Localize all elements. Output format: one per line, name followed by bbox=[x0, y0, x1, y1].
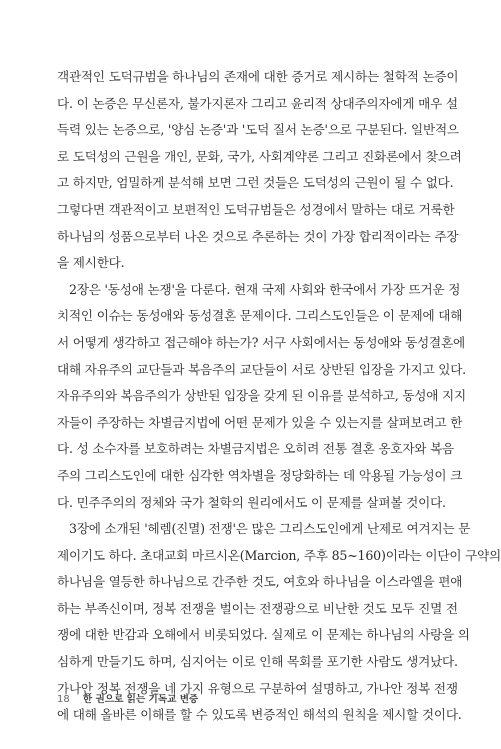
paragraph-2 bbox=[57, 277, 466, 516]
text-line: 그렇다면 객관적이고 보편적인 도덕규범들은 성경에서 말하는 대로 거룩한 bbox=[57, 201, 455, 217]
text-line: 고 하지만, 엄밀하게 분석해 보면 그런 것들은 도덕성의 근원이 될 수 없다. bbox=[57, 175, 454, 191]
page-footer bbox=[57, 691, 198, 705]
page-number: 18 bbox=[57, 694, 70, 705]
text-line: 쟁에 대한 반감과 오해에서 비롯되었다. 실제로 이 문제는 하나님의 사랑을 의 bbox=[57, 627, 470, 643]
text-line: 자들이 주장하는 차별금지법에 어떤 문제가 있을 수 있는지를 살펴보려고 한 bbox=[57, 414, 463, 430]
text-line: 다. 민주주의의 정체와 국가 철학의 원리에서도 이 문제를 살펴볼 것이다. bbox=[57, 494, 446, 510]
text-line: 가나안 정복 전쟁을 네 가지 유형으로 구분하여 설명하고, 가나안 정복 전쟁 bbox=[57, 680, 458, 696]
text-line: 자유주의와 복음주의가 상반된 입장을 갖게 된 이유를 분석하고, 동성애 지지 bbox=[57, 388, 466, 404]
paragraph-1 bbox=[57, 64, 462, 277]
text-line: 다. 성 소수자를 보호하려는 차별금지법은 오히려 전통 결혼 옹호자와 복음 bbox=[57, 441, 454, 457]
text-line: 대해 자유주의 교단들과 복음주의 교단들이 서로 상반된 입장을 가지고 있다. bbox=[57, 361, 466, 377]
text-line: 득력 있는 논증으로, '양심 논증'과 '도덕 질서 논증'으로 구분된다. 일반적으 bbox=[57, 122, 459, 138]
text-line: 2장은 '동성애 논쟁'을 다룬다. 현재 국제 사회와 한국에서 가장 뜨거운 정 bbox=[69, 281, 461, 297]
text-line: 서 어떻게 생각하고 접근해야 하는가? 서구 사회에서는 동성애와 동성결혼에 bbox=[57, 334, 465, 350]
text-line: 객관적인 도덕규범을 하나님의 존재에 대한 증거로 제시하는 철학적 논증이 bbox=[57, 69, 459, 84]
text-line: 주의 그리스도인에 대한 심각한 역차별을 정당화하는 데 악용될 가능성이 크 bbox=[57, 467, 463, 483]
text-line: 심하게 만들기도 하며, 심지어는 이로 인해 목회를 포기한 사람도 생겨났다. bbox=[57, 654, 458, 670]
text-line: 하는 부족신이며, 정복 전쟁을 벌이는 전쟁광으로 비난한 것도 모두 진멸 전 bbox=[57, 600, 458, 616]
text-line: 제이기도 하다. 초대교회 마르시온(Marcion, 주후 85~160)이라는 이단이 구약의 bbox=[57, 547, 501, 563]
text-line: 에 대해 올바른 이해를 할 수 있도록 변증적인 해석의 원칙을 제시할 것이다. bbox=[57, 707, 462, 723]
running-title: 한 권으로 읽는 기독교 변증 bbox=[82, 694, 199, 705]
text-line: 하나님의 성품으로부터 나온 것으로 추론하는 것이 가장 합리적이라는 주장 bbox=[57, 228, 459, 244]
text-line: 하나님을 열등한 하나님으로 간주한 것도, 여호와 하나님을 이스라엘을 편애 bbox=[57, 574, 463, 590]
text-line: 치적인 이슈는 동성애와 동성결혼 문제이다. 그리스도인들은 이 문제에 대해 bbox=[57, 308, 463, 324]
text-line: 3장에 소개된 '헤렘(진멸) 전쟁'은 많은 그리스도인에게 난제로 여겨지는 문 bbox=[69, 521, 471, 537]
text-line: 로 도덕성의 근원을 개인, 문화, 국가, 사회계약론 그리고 진화론에서 찾으려 bbox=[57, 148, 462, 164]
text-line: 다. 이 논증은 무신론자, 불가지론자 그리고 윤리적 상대주의자에게 매우 설 bbox=[57, 95, 458, 111]
text-line: 을 제시한다. bbox=[57, 255, 125, 271]
page-body bbox=[57, 64, 501, 729]
